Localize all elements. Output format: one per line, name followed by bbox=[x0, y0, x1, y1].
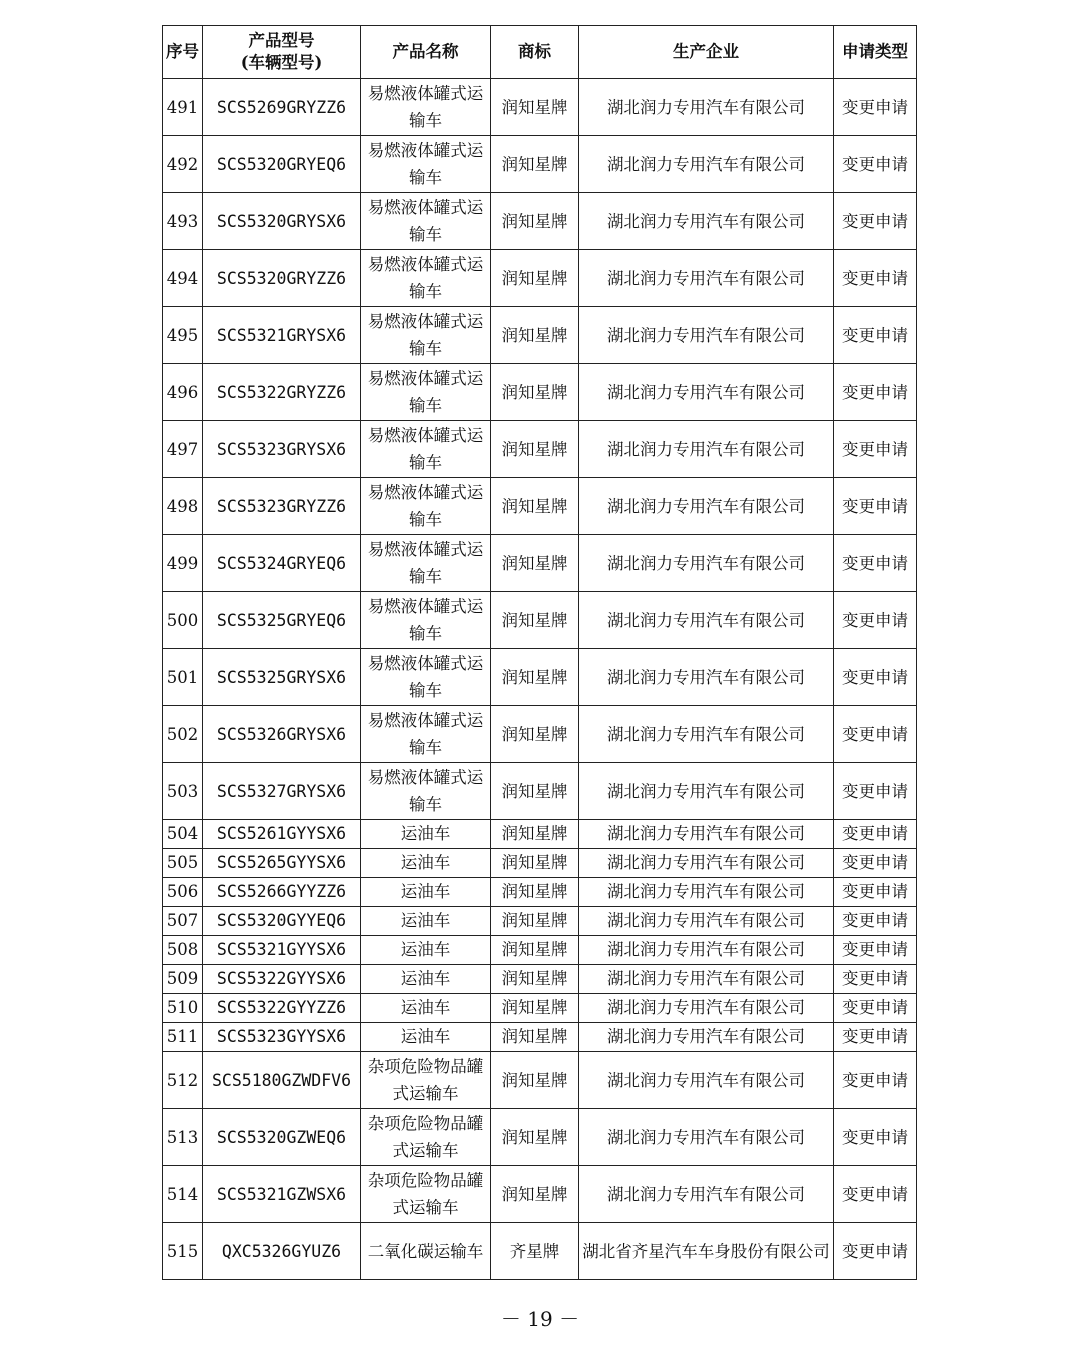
row-seq: 500 bbox=[163, 592, 203, 649]
header-model bbox=[203, 26, 361, 79]
row-model: SCS5323GYYSX6 bbox=[203, 1023, 361, 1052]
row-brand: 润知星牌 bbox=[491, 79, 579, 136]
row-maker: 湖北润力专用汽车有限公司 bbox=[579, 1052, 834, 1109]
row-brand: 润知星牌 bbox=[491, 907, 579, 936]
row-model: SCS5324GRYEQ6 bbox=[203, 535, 361, 592]
row-name: 易燃液体罐式运输车 bbox=[361, 79, 491, 136]
row-type: 变更申请 bbox=[834, 364, 917, 421]
row-maker: 湖北润力专用汽车有限公司 bbox=[579, 79, 834, 136]
row-model: SCS5321GZWSX6 bbox=[203, 1166, 361, 1223]
table-row bbox=[163, 994, 917, 1023]
header-model-line2: (车辆型号) bbox=[240, 53, 323, 72]
row-seq: 495 bbox=[163, 307, 203, 364]
row-name: 易燃液体罐式运输车 bbox=[361, 535, 491, 592]
table-row bbox=[163, 849, 917, 878]
row-brand: 润知星牌 bbox=[491, 250, 579, 307]
row-model: SCS5322GYYSX6 bbox=[203, 965, 361, 994]
table-row bbox=[163, 250, 917, 307]
row-type: 变更申请 bbox=[834, 79, 917, 136]
row-maker: 湖北润力专用汽车有限公司 bbox=[579, 1166, 834, 1223]
row-name: 二氧化碳运输车 bbox=[361, 1223, 491, 1280]
row-brand: 润知星牌 bbox=[491, 421, 579, 478]
row-maker: 湖北润力专用汽车有限公司 bbox=[579, 307, 834, 364]
row-name: 杂项危险物品罐式运输车 bbox=[361, 1166, 491, 1223]
row-model: SCS5325GRYEQ6 bbox=[203, 592, 361, 649]
row-brand: 润知星牌 bbox=[491, 1109, 579, 1166]
table-row bbox=[163, 193, 917, 250]
row-model: SCS5327GRYSX6 bbox=[203, 763, 361, 820]
row-type: 变更申请 bbox=[834, 535, 917, 592]
row-name: 易燃液体罐式运输车 bbox=[361, 649, 491, 706]
row-maker: 湖北润力专用汽车有限公司 bbox=[579, 478, 834, 535]
row-brand: 润知星牌 bbox=[491, 592, 579, 649]
row-brand: 齐星牌 bbox=[491, 1223, 579, 1280]
row-brand: 润知星牌 bbox=[491, 649, 579, 706]
row-type: 变更申请 bbox=[834, 649, 917, 706]
row-brand: 润知星牌 bbox=[491, 763, 579, 820]
row-type: 变更申请 bbox=[834, 965, 917, 994]
table-row bbox=[163, 1109, 917, 1166]
row-type: 变更申请 bbox=[834, 907, 917, 936]
row-name: 易燃液体罐式运输车 bbox=[361, 478, 491, 535]
table-row bbox=[163, 965, 917, 994]
row-type: 变更申请 bbox=[834, 421, 917, 478]
row-seq: 501 bbox=[163, 649, 203, 706]
row-maker: 湖北润力专用汽车有限公司 bbox=[579, 965, 834, 994]
table-row bbox=[163, 592, 917, 649]
row-name: 易燃液体罐式运输车 bbox=[361, 706, 491, 763]
row-type: 变更申请 bbox=[834, 307, 917, 364]
row-brand: 润知星牌 bbox=[491, 849, 579, 878]
row-seq: 492 bbox=[163, 136, 203, 193]
row-seq: 493 bbox=[163, 193, 203, 250]
row-name: 杂项危险物品罐式运输车 bbox=[361, 1052, 491, 1109]
row-brand: 润知星牌 bbox=[491, 706, 579, 763]
row-maker: 湖北润力专用汽车有限公司 bbox=[579, 535, 834, 592]
row-model: SCS5320GRYEQ6 bbox=[203, 136, 361, 193]
row-type: 变更申请 bbox=[834, 994, 917, 1023]
table-body bbox=[163, 79, 917, 1280]
row-brand: 润知星牌 bbox=[491, 878, 579, 907]
table-row bbox=[163, 1052, 917, 1109]
row-seq: 498 bbox=[163, 478, 203, 535]
row-brand: 润知星牌 bbox=[491, 994, 579, 1023]
row-name: 运油车 bbox=[361, 936, 491, 965]
row-model: SCS5261GYYSX6 bbox=[203, 820, 361, 849]
row-maker: 湖北润力专用汽车有限公司 bbox=[579, 250, 834, 307]
row-seq: 511 bbox=[163, 1023, 203, 1052]
header-brand: 商标 bbox=[491, 26, 579, 79]
table-row bbox=[163, 907, 917, 936]
table-row bbox=[163, 364, 917, 421]
row-model: SCS5320GYYEQ6 bbox=[203, 907, 361, 936]
row-name: 易燃液体罐式运输车 bbox=[361, 250, 491, 307]
row-model: SCS5320GZWEQ6 bbox=[203, 1109, 361, 1166]
table-row bbox=[163, 1023, 917, 1052]
row-type: 变更申请 bbox=[834, 1109, 917, 1166]
row-seq: 503 bbox=[163, 763, 203, 820]
row-name: 运油车 bbox=[361, 849, 491, 878]
table-row bbox=[163, 478, 917, 535]
row-seq: 506 bbox=[163, 878, 203, 907]
table-row bbox=[163, 820, 917, 849]
row-seq: 515 bbox=[163, 1223, 203, 1280]
row-brand: 润知星牌 bbox=[491, 193, 579, 250]
row-maker: 湖北润力专用汽车有限公司 bbox=[579, 1023, 834, 1052]
row-maker: 湖北润力专用汽车有限公司 bbox=[579, 820, 834, 849]
row-type: 变更申请 bbox=[834, 763, 917, 820]
row-seq: 499 bbox=[163, 535, 203, 592]
row-type: 变更申请 bbox=[834, 936, 917, 965]
row-maker: 湖北润力专用汽车有限公司 bbox=[579, 364, 834, 421]
row-type: 变更申请 bbox=[834, 592, 917, 649]
header-name: 产品名称 bbox=[361, 26, 491, 79]
row-type: 变更申请 bbox=[834, 1052, 917, 1109]
row-name: 运油车 bbox=[361, 907, 491, 936]
row-brand: 润知星牌 bbox=[491, 136, 579, 193]
row-model: SCS5323GRYZZ6 bbox=[203, 478, 361, 535]
row-brand: 润知星牌 bbox=[491, 1052, 579, 1109]
table-row bbox=[163, 79, 917, 136]
row-model: SCS5321GRYSX6 bbox=[203, 307, 361, 364]
row-maker: 湖北润力专用汽车有限公司 bbox=[579, 763, 834, 820]
row-name: 运油车 bbox=[361, 878, 491, 907]
row-maker: 湖北润力专用汽车有限公司 bbox=[579, 878, 834, 907]
row-seq: 509 bbox=[163, 965, 203, 994]
row-brand: 润知星牌 bbox=[491, 307, 579, 364]
table-row bbox=[163, 1166, 917, 1223]
row-model: QXC5326GYUZ6 bbox=[203, 1223, 361, 1280]
row-model: SCS5269GRYZZ6 bbox=[203, 79, 361, 136]
table-row bbox=[163, 936, 917, 965]
table-row bbox=[163, 535, 917, 592]
row-maker: 湖北润力专用汽车有限公司 bbox=[579, 1109, 834, 1166]
row-brand: 润知星牌 bbox=[491, 820, 579, 849]
row-maker: 湖北润力专用汽车有限公司 bbox=[579, 136, 834, 193]
row-brand: 润知星牌 bbox=[491, 1166, 579, 1223]
row-model: SCS5320GRYSX6 bbox=[203, 193, 361, 250]
table-row bbox=[163, 878, 917, 907]
row-type: 变更申请 bbox=[834, 878, 917, 907]
row-name: 易燃液体罐式运输车 bbox=[361, 592, 491, 649]
row-maker: 湖北润力专用汽车有限公司 bbox=[579, 849, 834, 878]
row-brand: 润知星牌 bbox=[491, 478, 579, 535]
row-name: 运油车 bbox=[361, 965, 491, 994]
row-model: SCS5320GRYZZ6 bbox=[203, 250, 361, 307]
page-number: － 19 － bbox=[500, 1307, 580, 1331]
row-name: 易燃液体罐式运输车 bbox=[361, 136, 491, 193]
row-seq: 502 bbox=[163, 706, 203, 763]
row-name: 运油车 bbox=[361, 1023, 491, 1052]
row-seq: 494 bbox=[163, 250, 203, 307]
row-model: SCS5321GYYSX6 bbox=[203, 936, 361, 965]
row-maker: 湖北润力专用汽车有限公司 bbox=[579, 649, 834, 706]
row-model: SCS5265GYYSX6 bbox=[203, 849, 361, 878]
row-model: SCS5266GYYZZ6 bbox=[203, 878, 361, 907]
row-model: SCS5322GRYZZ6 bbox=[203, 364, 361, 421]
row-brand: 润知星牌 bbox=[491, 535, 579, 592]
row-seq: 491 bbox=[163, 79, 203, 136]
row-maker: 湖北润力专用汽车有限公司 bbox=[579, 706, 834, 763]
row-type: 变更申请 bbox=[834, 136, 917, 193]
table-row bbox=[163, 649, 917, 706]
row-type: 变更申请 bbox=[834, 250, 917, 307]
row-brand: 润知星牌 bbox=[491, 965, 579, 994]
row-seq: 504 bbox=[163, 820, 203, 849]
table-row bbox=[163, 421, 917, 478]
vehicle-table bbox=[162, 25, 917, 1280]
row-maker: 湖北润力专用汽车有限公司 bbox=[579, 936, 834, 965]
table-row bbox=[163, 1223, 917, 1280]
row-type: 变更申请 bbox=[834, 706, 917, 763]
row-model: SCS5322GYYZZ6 bbox=[203, 994, 361, 1023]
row-name: 易燃液体罐式运输车 bbox=[361, 364, 491, 421]
row-model: SCS5323GRYSX6 bbox=[203, 421, 361, 478]
row-brand: 润知星牌 bbox=[491, 1023, 579, 1052]
row-maker: 湖北润力专用汽车有限公司 bbox=[579, 994, 834, 1023]
row-name: 易燃液体罐式运输车 bbox=[361, 307, 491, 364]
row-name: 运油车 bbox=[361, 820, 491, 849]
row-maker: 湖北润力专用汽车有限公司 bbox=[579, 592, 834, 649]
row-type: 变更申请 bbox=[834, 1223, 917, 1280]
header-model-line1: 产品型号 bbox=[248, 31, 315, 50]
row-type: 变更申请 bbox=[834, 478, 917, 535]
row-seq: 497 bbox=[163, 421, 203, 478]
row-seq: 508 bbox=[163, 936, 203, 965]
row-seq: 512 bbox=[163, 1052, 203, 1109]
row-model: SCS5325GRYSX6 bbox=[203, 649, 361, 706]
row-type: 变更申请 bbox=[834, 820, 917, 849]
table-header-row bbox=[163, 26, 917, 79]
row-model: SCS5326GRYSX6 bbox=[203, 706, 361, 763]
row-maker: 湖北省齐星汽车车身股份有限公司 bbox=[579, 1223, 834, 1280]
table-row bbox=[163, 763, 917, 820]
row-model: SCS5180GZWDFV6 bbox=[203, 1052, 361, 1109]
row-name: 杂项危险物品罐式运输车 bbox=[361, 1109, 491, 1166]
row-seq: 510 bbox=[163, 994, 203, 1023]
row-maker: 湖北润力专用汽车有限公司 bbox=[579, 907, 834, 936]
row-seq: 507 bbox=[163, 907, 203, 936]
header-maker: 生产企业 bbox=[579, 26, 834, 79]
row-seq: 496 bbox=[163, 364, 203, 421]
row-brand: 润知星牌 bbox=[491, 364, 579, 421]
table-row bbox=[163, 307, 917, 364]
row-name: 易燃液体罐式运输车 bbox=[361, 763, 491, 820]
row-type: 变更申请 bbox=[834, 1166, 917, 1223]
row-maker: 湖北润力专用汽车有限公司 bbox=[579, 193, 834, 250]
table-row bbox=[163, 136, 917, 193]
header-type: 申请类型 bbox=[834, 26, 917, 79]
row-seq: 514 bbox=[163, 1166, 203, 1223]
table-row bbox=[163, 706, 917, 763]
row-name: 运油车 bbox=[361, 994, 491, 1023]
row-name: 易燃液体罐式运输车 bbox=[361, 193, 491, 250]
row-seq: 505 bbox=[163, 849, 203, 878]
row-name: 易燃液体罐式运输车 bbox=[361, 421, 491, 478]
row-type: 变更申请 bbox=[834, 193, 917, 250]
header-seq: 序号 bbox=[163, 26, 203, 79]
row-maker: 湖北润力专用汽车有限公司 bbox=[579, 421, 834, 478]
row-brand: 润知星牌 bbox=[491, 936, 579, 965]
row-type: 变更申请 bbox=[834, 849, 917, 878]
row-type: 变更申请 bbox=[834, 1023, 917, 1052]
row-seq: 513 bbox=[163, 1109, 203, 1166]
